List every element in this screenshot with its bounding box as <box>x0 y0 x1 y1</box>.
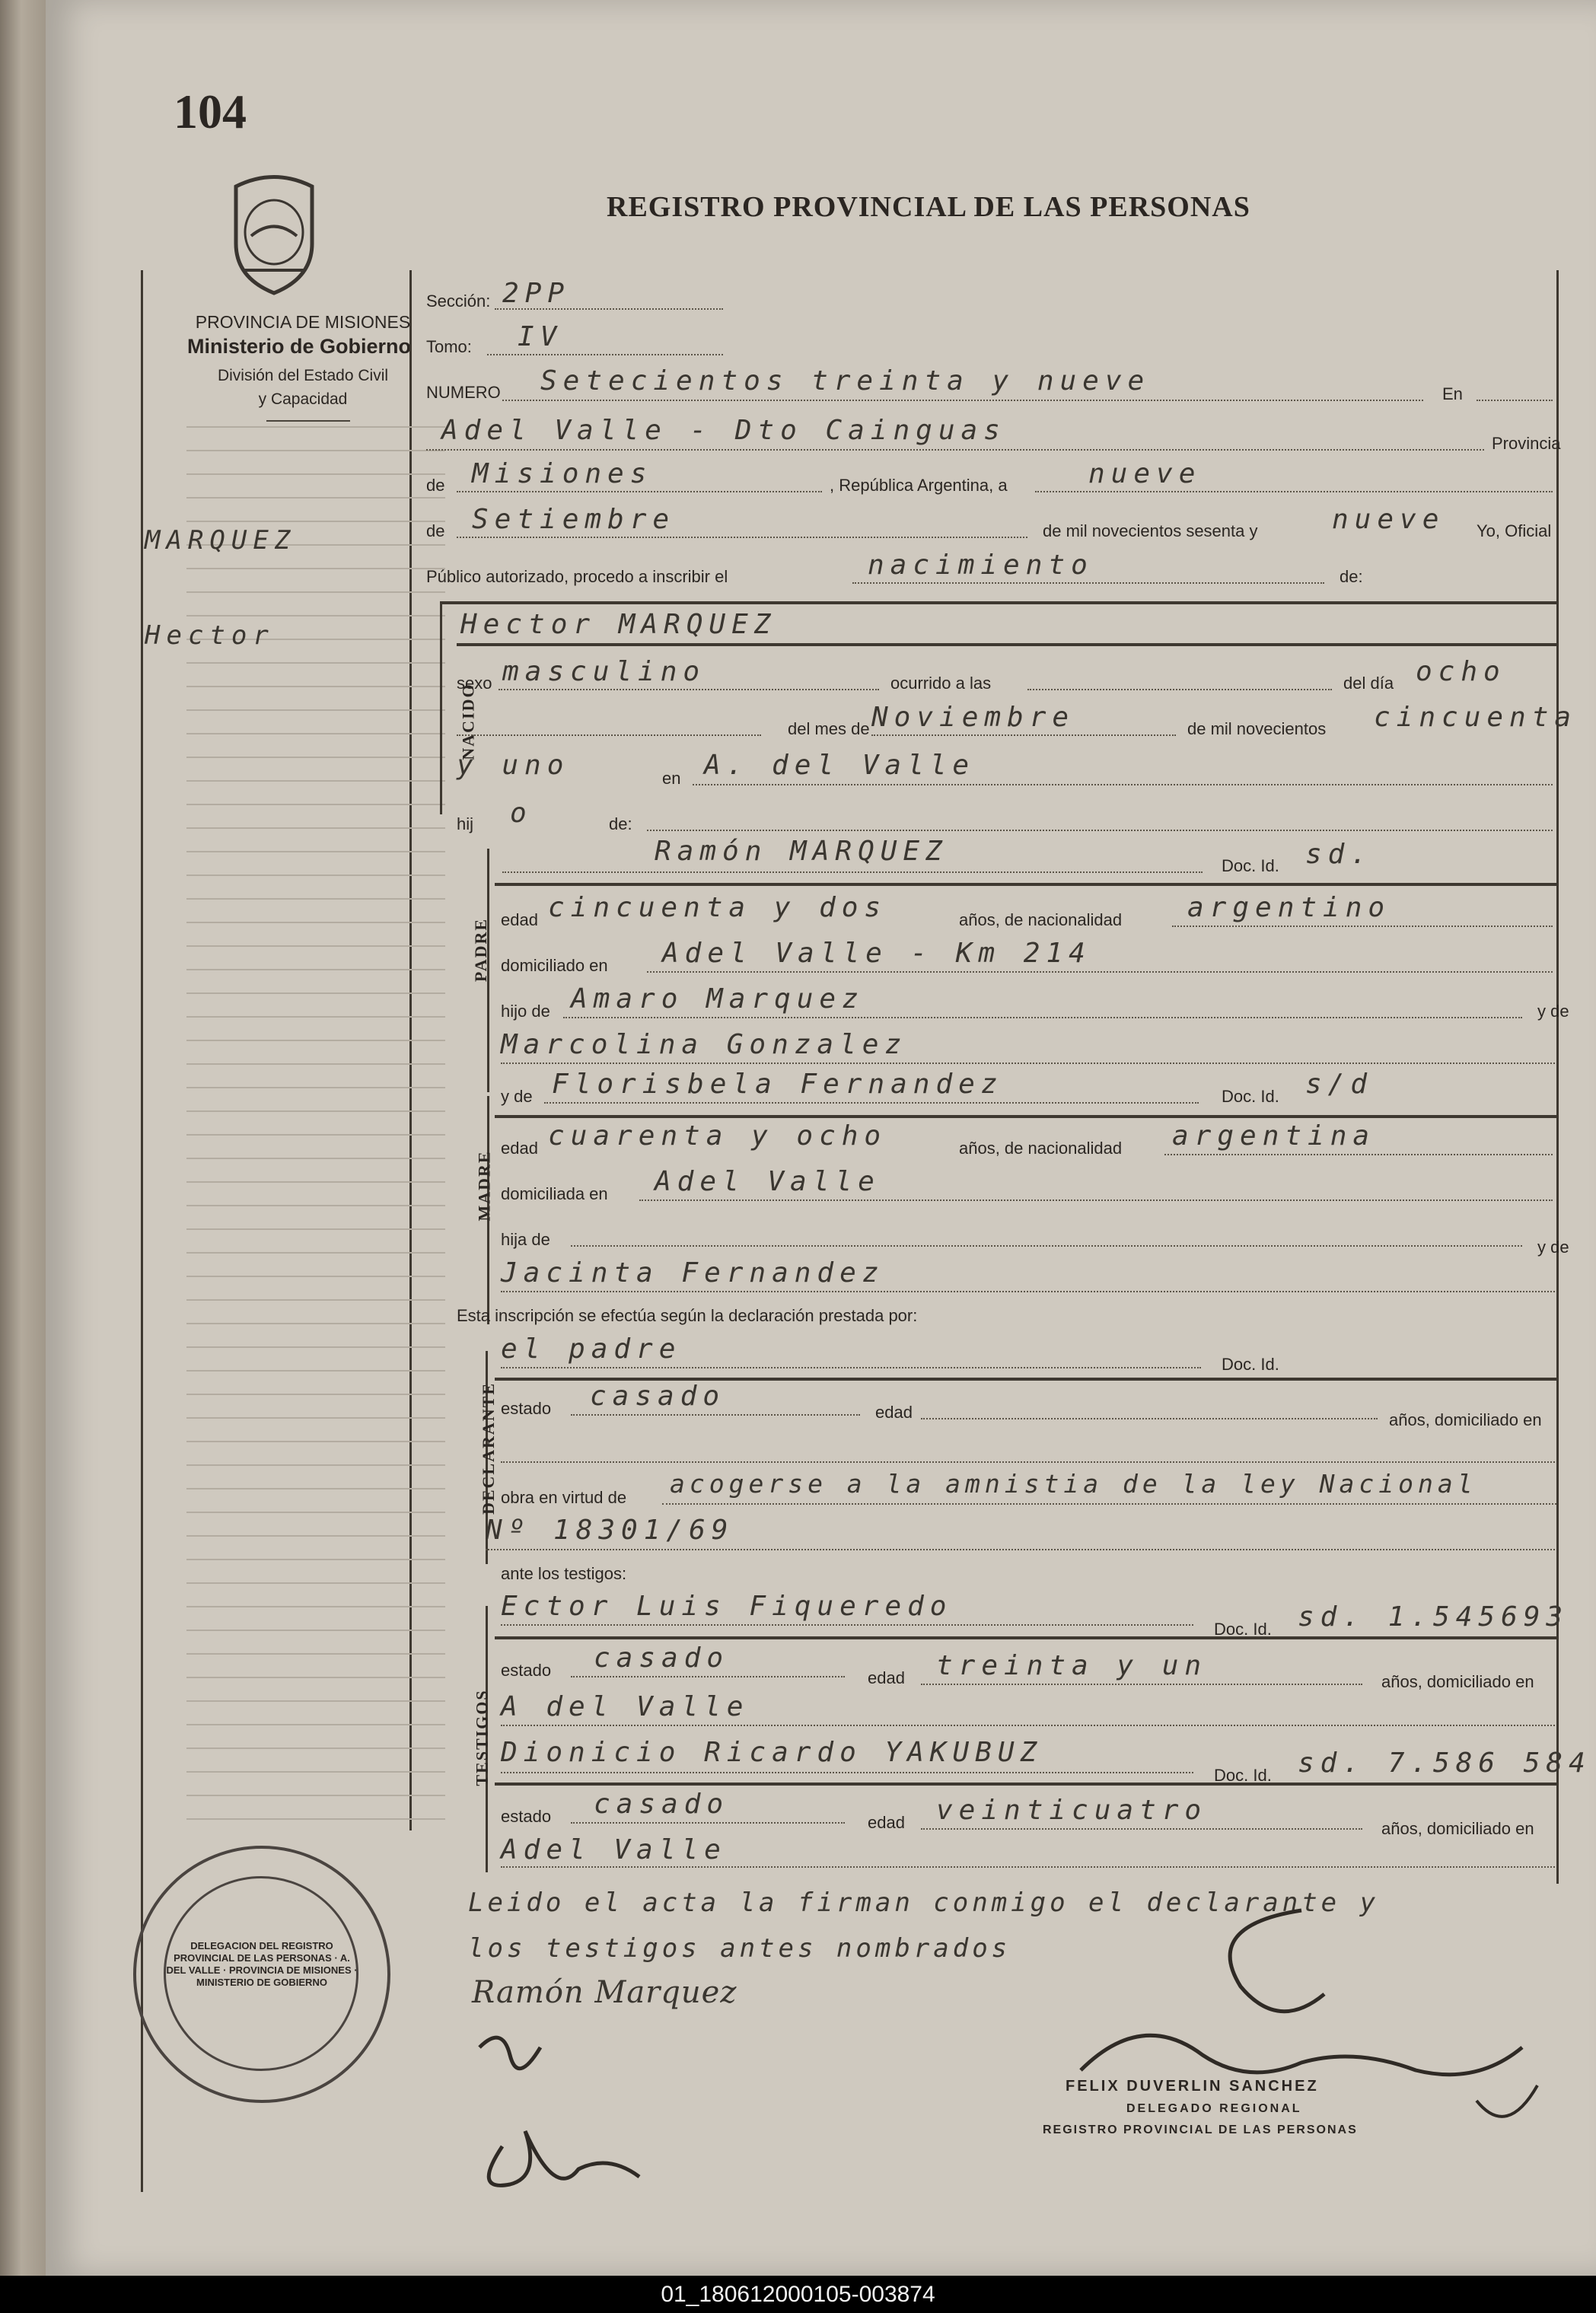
margin-rule-line <box>186 1747 445 1749</box>
testigo1-edad-label: edad <box>868 1668 905 1687</box>
margin-rule-line <box>186 426 445 428</box>
margin-rule-line <box>186 1700 445 1702</box>
testigo2-domicilio: Adel Valle <box>501 1834 727 1865</box>
testigo2-anios-label: años, domiciliado en <box>1381 1819 1534 1838</box>
margin-rule-line <box>186 591 445 593</box>
left-column-border <box>141 270 143 2192</box>
padre-doc-value: sd. <box>1305 839 1374 870</box>
testigo2-doc-label: Doc. Id. <box>1214 1766 1272 1785</box>
de-label-3: de: <box>1340 567 1363 586</box>
margin-rule-line <box>186 1016 445 1018</box>
declarante-anios-label: años, domiciliado en <box>1389 1410 1542 1429</box>
declarante-doc-label: Doc. Id. <box>1222 1355 1279 1374</box>
nacido-anio-cont: y uno <box>457 750 570 781</box>
margin-rule-line <box>186 757 445 758</box>
margin-rule-line <box>186 1771 445 1773</box>
hij-value: o <box>510 798 533 829</box>
officer-stamp-name: FELIX DUVERLIN SANCHEZ <box>1066 2078 1319 2095</box>
margin-rule-line <box>186 1724 445 1725</box>
margin-rule-line <box>186 473 445 475</box>
sexo-label: sexo <box>457 674 492 693</box>
padre-y-de-label: y de <box>1537 1002 1569 1021</box>
de-label-2: de <box>426 521 445 540</box>
dia-value: nueve <box>1088 458 1202 489</box>
closing-line-1: Leido el acta la firman conmigo el declarante y <box>468 1888 1380 1918</box>
margin-rule-line <box>186 851 445 852</box>
madre-doc-value: s/d <box>1305 1069 1374 1100</box>
margin-rule-line <box>186 1394 445 1395</box>
testigo2-estado: casado <box>594 1789 730 1820</box>
folio-number: 104 <box>174 84 247 139</box>
obra-value: acogerse a la amnistia de la ley Nacional <box>670 1469 1477 1499</box>
document-title: REGISTRO PROVINCIAL DE LAS PERSONAS <box>607 191 1250 223</box>
margin-rule-line <box>186 1582 445 1584</box>
closing-line-2: los testigos antes nombrados <box>468 1933 1011 1964</box>
margin-rule-line <box>186 1063 445 1065</box>
padre-nacionalidad-label: años, de nacionalidad <box>959 910 1123 929</box>
image-id-footer: 01_180612000105-003874 <box>0 2276 1596 2313</box>
declarante-nombre: el padre <box>501 1333 682 1365</box>
section-madre: MADRE <box>474 1150 494 1222</box>
margin-rule-line <box>186 1205 445 1206</box>
nacido-nombre: Hector MARQUEZ <box>460 609 777 640</box>
margin-rule-line <box>186 1276 445 1277</box>
margin-rule-line <box>186 1464 445 1466</box>
testigo1-domicilio: A del Valle <box>501 1691 750 1722</box>
testigo1-doc-label: Doc. Id. <box>1214 1620 1272 1639</box>
signature-scribble-icon <box>457 2017 685 2207</box>
margin-rule-line <box>186 1370 445 1372</box>
numero-label: NUMERO <box>426 383 501 402</box>
officer-stamp-title: DELEGADO REGIONAL <box>1126 2102 1302 2115</box>
oficial-label: Yo, Oficial <box>1477 521 1552 540</box>
margin-rule-line <box>186 709 445 711</box>
seccion-label: Sección: <box>426 292 491 311</box>
nacido-lugar: A. del Valle <box>704 750 976 781</box>
margin-rule-line <box>186 450 445 451</box>
signature-ramon-marquez: Ramón Marquez <box>472 1975 737 2010</box>
tomo-label: Tomo: <box>426 337 472 356</box>
org-ministry: Ministerio de Gobierno <box>186 335 412 358</box>
round-seal-text: DELEGACION DEL REGISTRO PROVINCIAL DE LAS PERSONAS · A. DEL VALLE · PROVINCIA DE MISIONES · MINISTERIO DE GOBIERNO <box>166 1940 358 1988</box>
mil-label: de mil novecientos sesenta y <box>1043 521 1258 540</box>
testigo2-edad: veinticuatro <box>936 1795 1208 1826</box>
margin-rule-line <box>186 1228 445 1230</box>
margin-rule-line <box>186 1110 445 1112</box>
margin-rule-line <box>186 827 445 829</box>
en-label: En <box>1442 384 1463 403</box>
padre-domicilio-label: domiciliado en <box>501 956 608 975</box>
margin-rule-line <box>186 1653 445 1655</box>
margin-rule-line <box>186 1252 445 1254</box>
padre-hijo-de-label: hijo de <box>501 1002 550 1021</box>
numero-value: Setecientos treinta y nueve <box>540 365 1151 397</box>
testigo1-doc: sd. 1.545693 <box>1298 1601 1569 1633</box>
testigo2-estado-label: estado <box>501 1807 552 1826</box>
margin-rule-line <box>186 1677 445 1678</box>
nacido-de-label: de: <box>609 814 632 833</box>
de-label: de <box>426 476 445 495</box>
del-dia-label: del día <box>1343 674 1394 693</box>
testigo2-edad-label: edad <box>868 1813 905 1832</box>
seccion-value: 2PP <box>502 278 571 309</box>
org-province: PROVINCIA DE MISIONES <box>195 312 411 332</box>
margin-rule-line <box>186 922 445 923</box>
nacido-en-label: en <box>662 769 681 788</box>
org-capacity: y Capacidad <box>258 390 348 408</box>
madre-nacionalidad: argentina <box>1172 1120 1376 1152</box>
mil-novecientos-label: de mil novecientos <box>1187 719 1327 738</box>
padre-edad: cincuenta y dos <box>548 892 887 923</box>
margin-rule-line <box>186 497 445 499</box>
round-official-seal <box>133 1846 390 2103</box>
madre-domicilio-label: domiciliada en <box>501 1184 608 1203</box>
testigo1-estado-label: estado <box>501 1661 552 1680</box>
margin-rule-line <box>186 1134 445 1136</box>
margin-rule-line <box>186 1040 445 1041</box>
margin-rule-line <box>186 1417 445 1419</box>
margin-rule-line <box>186 1181 445 1183</box>
margin-rule-line <box>186 780 445 782</box>
margin-rule-line <box>186 1323 445 1324</box>
madre-y-de-label: y de <box>501 1087 533 1106</box>
declarante-edad-label: edad <box>875 1403 913 1422</box>
padre-nacionalidad: argentino <box>1187 892 1391 923</box>
hij-label: hij <box>457 814 474 833</box>
margin-rule-line <box>186 1488 445 1489</box>
margin-rule-line <box>186 1346 445 1348</box>
margin-rule-line <box>186 1535 445 1537</box>
tomo-value: IV <box>518 321 563 352</box>
margin-rule-line <box>186 1818 445 1820</box>
ocurrido-label: ocurrido a las <box>890 674 992 693</box>
margin-given-name: Hector <box>145 620 275 651</box>
padre-edad-label: edad <box>501 910 538 929</box>
republica-label: , República Argentina, a <box>830 476 1008 495</box>
madre-edad-label: edad <box>501 1139 538 1158</box>
margin-rule-line <box>186 568 445 569</box>
declarante-intro: Esta inscripción se efectúa según la declaración prestada por: <box>457 1306 918 1325</box>
nacido-anio: cincuenta <box>1374 702 1578 733</box>
left-column-divider <box>409 270 412 1830</box>
form-right-border <box>1556 270 1559 1884</box>
padre-doc-label: Doc. Id. <box>1222 856 1279 875</box>
testigo1-edad: treinta y un <box>936 1650 1208 1681</box>
nacido-dia: ocho <box>1416 656 1506 687</box>
testigo1-nombre: Ector Luis Fiqueredo <box>501 1591 953 1622</box>
madre-nombre: Florisbela Fernandez <box>552 1069 1004 1100</box>
margin-rule-line <box>186 1299 445 1301</box>
margin-rule-line <box>186 1512 445 1513</box>
margin-rule-line <box>186 662 445 664</box>
margin-rule-line <box>186 1630 445 1631</box>
org-underline <box>266 420 350 422</box>
testigo2-nombre: Dionicio Ricardo YAKUBUZ <box>501 1737 1043 1768</box>
testigos-intro: ante los testigos: <box>501 1564 627 1583</box>
madre-edad: cuarenta y ocho <box>548 1120 887 1152</box>
testigo1-anios-label: años, domiciliado en <box>1381 1672 1534 1691</box>
padre-padre: Amaro Marquez <box>571 983 865 1015</box>
section-declarante: DECLARANTE <box>479 1381 499 1515</box>
nacido-mes: Noviembre <box>871 702 1075 733</box>
section-testigos: TESTIGOS <box>472 1689 492 1786</box>
padre-madre: Marcolina Gonzalez <box>501 1029 908 1060</box>
madre-doc-label: Doc. Id. <box>1222 1087 1279 1106</box>
madre-domicilio: Adel Valle <box>655 1166 881 1197</box>
register-page <box>46 0 1596 2276</box>
obra-label: obra en virtud de <box>501 1488 627 1507</box>
madre-y-de-label-2: y de <box>1537 1238 1569 1257</box>
anio-value: nueve <box>1332 504 1445 535</box>
margin-rule-line <box>186 875 445 876</box>
margin-rule-line <box>186 969 445 970</box>
padre-nombre: Ramón MARQUEZ <box>655 836 948 867</box>
lugar-value: Adel Valle - Dto Cainguas <box>441 415 1006 446</box>
declarante-estado-label: estado <box>501 1399 552 1418</box>
ley-value: Nº 18301/69 <box>486 1515 734 1546</box>
margin-rule-line <box>186 898 445 900</box>
margin-rule-line <box>186 992 445 994</box>
margin-surname: MARQUEZ <box>145 525 297 556</box>
margin-rule-line <box>186 686 445 687</box>
margin-rule-line <box>186 1158 445 1159</box>
madre-madre: Jacinta Fernandez <box>501 1257 885 1289</box>
coat-of-arms-icon <box>221 171 327 297</box>
margin-rule-line <box>186 1606 445 1607</box>
madre-nacionalidad-label: años, de nacionalidad <box>959 1139 1123 1158</box>
margin-rule-line <box>186 804 445 805</box>
acto-value: nacimiento <box>868 550 1094 581</box>
provincia-label: Provincia <box>1492 434 1561 453</box>
publico-label: Público autorizado, procedo a inscribir el <box>426 567 728 586</box>
margin-rule-line <box>186 521 445 522</box>
madre-hija-de-label: hija de <box>501 1230 550 1249</box>
padre-domicilio: Adel Valle - Km 214 <box>662 938 1091 969</box>
sexo-value: masculino <box>502 656 706 687</box>
margin-rule-line <box>186 945 445 947</box>
mes-value: Setiembre <box>472 504 676 535</box>
margin-rule-line <box>186 733 445 734</box>
testigo2-doc: sd. 7.586 584 <box>1298 1747 1591 1779</box>
margin-rule-line <box>186 615 445 616</box>
margin-rule-line <box>186 1087 445 1088</box>
testigo1-estado: casado <box>594 1642 730 1674</box>
section-nacido: NACIDO <box>458 683 478 760</box>
del-mes-label: del mes de <box>788 719 870 738</box>
officer-stamp-office: REGISTRO PROVINCIAL DE LAS PERSONAS <box>1043 2123 1358 2136</box>
org-division: División del Estado Civil <box>217 367 389 384</box>
provincia-value: Misiones <box>472 458 653 489</box>
margin-rule-line <box>186 1559 445 1560</box>
declarante-estado: casado <box>590 1381 726 1412</box>
section-padre: PADRE <box>471 917 491 983</box>
margin-rule-line <box>186 1441 445 1442</box>
margin-rule-line <box>186 1795 445 1796</box>
